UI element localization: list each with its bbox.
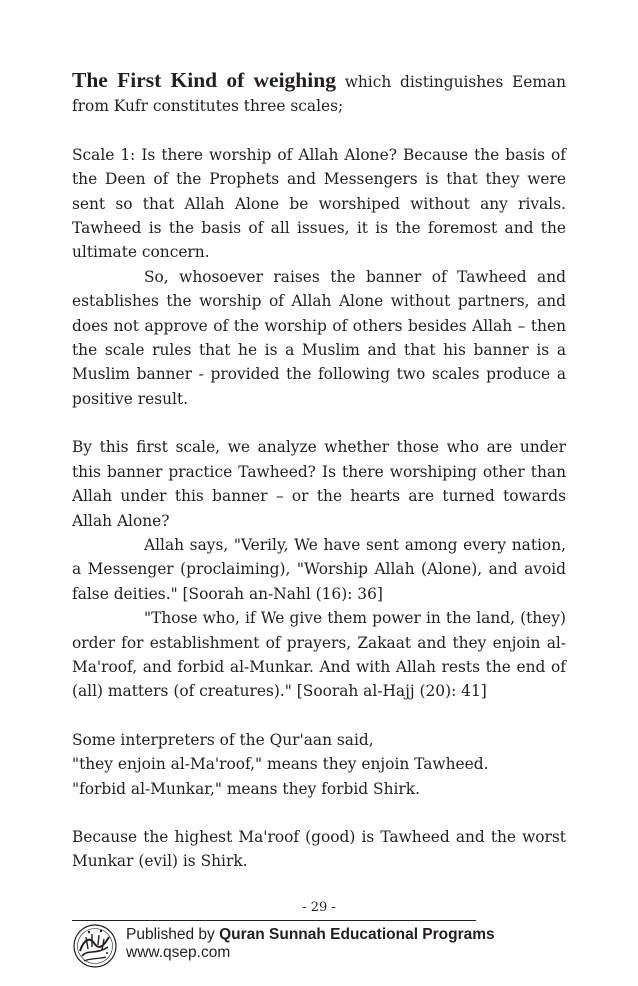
publisher-line — [126, 926, 495, 944]
published-by-label: Published by — [126, 926, 220, 943]
publisher-website-link[interactable]: www.qsep.com — [126, 944, 231, 961]
publisher-block — [126, 926, 495, 962]
intro-paragraph — [72, 68, 566, 119]
first-scale-paragraph: By this first scale, we analyze whether those who are under this banner practice Tawheed? Is there worshiping other than Allah under this banner – or the hearts are turned towards Allah Alone? — [72, 438, 566, 530]
intro-text: which distinguishes Eeman from Kufr constitutes three scales; — [72, 73, 567, 116]
interpreters-line-1: Some interpreters of the Qur'aan said, — [72, 730, 374, 749]
interpreters-line-3: "forbid al-Munkar," means they forbid Shirk. — [72, 779, 420, 798]
publisher-name: Quran Sunnah Educational Programs — [219, 926, 495, 943]
scale-1-paragraph: Scale 1: Is there worship of Allah Alone? Because the basis of the Deen of the Prophets and Messengers is that they were sent so that Allah Alone be worshiped without any rivals. Tawheed is the basis of all issues, it is the foremost and the ultimate concern. — [72, 145, 566, 262]
whosoever-paragraph: So, whosoever raises the banner of Tawheed and establishes the worship of Allah Alone without partners, and does not approve of the worship of others besides Allah – then the scale rules that he is a Muslim and that his banner is a Muslim banner - provided the following two scales produce a positive result. — [72, 267, 566, 408]
section-heading: The First Kind of weighing — [72, 68, 336, 92]
page-body — [72, 68, 566, 874]
quran-quote-hajj: "Those who, if We give them power in the land, (they) order for establishment of prayers, Zakaat and they enjoin al-Ma'roof, and forbid al-Munkar. And with Allah rests the end of (all) matters (of creatures)." [Soorah al-Hajj (20): 41] — [72, 609, 566, 701]
interpreters-paragraph — [72, 728, 566, 801]
footer-divider — [72, 920, 476, 921]
conclusion-paragraph: Because the highest Ma'roof (good) is Tawheed and the worst Munkar (evil) is Shirk. — [72, 827, 566, 871]
calligraphy-seal-icon — [72, 923, 118, 969]
interpreters-line-2: "they enjoin al-Ma'roof," means they enjoin Tawheed. — [72, 755, 489, 774]
quran-quote-nahl: Allah says, "Verily, We have sent among every nation, a Messenger (proclaiming), "Worship Allah (Alone), and avoid false deities." [Soorah an-Nahl (16): 36] — [72, 535, 566, 603]
page-number: - 29 - — [302, 900, 336, 915]
